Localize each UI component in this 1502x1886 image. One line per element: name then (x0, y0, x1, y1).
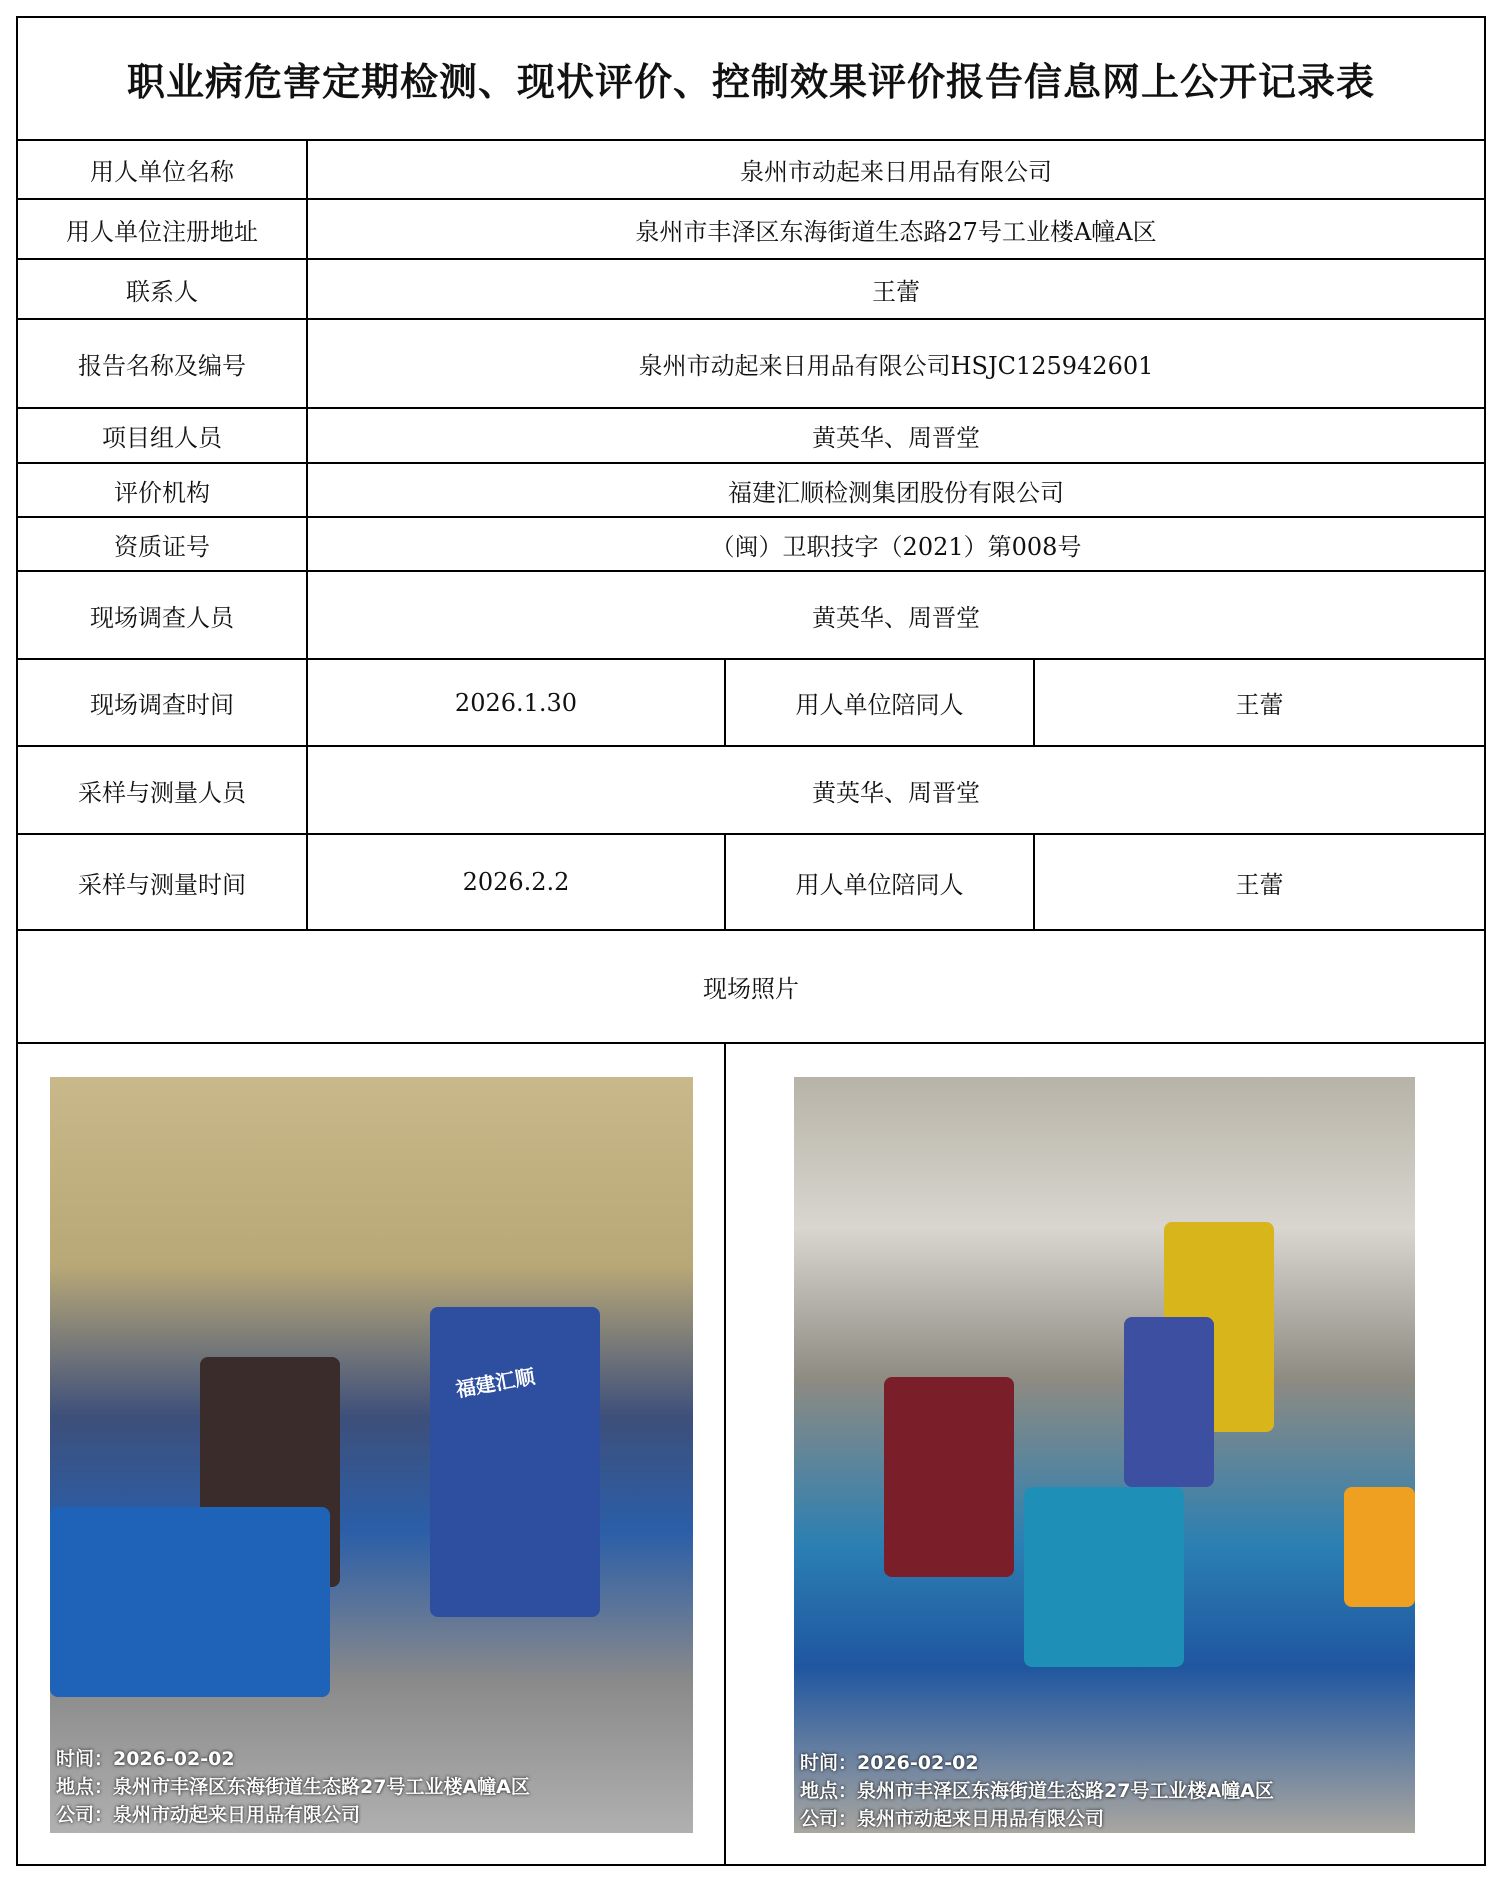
worker (1124, 1317, 1214, 1487)
crate (1024, 1487, 1184, 1667)
sampling-time: 2026.2.2 (307, 834, 725, 930)
sampling-escort: 王蕾 (1034, 834, 1485, 930)
address: 泉州市丰泽区东海街道生态路27号工业楼A幢A区 (307, 199, 1485, 259)
survey-staff: 黄英华、周晋堂 (307, 571, 1485, 659)
site-photo-2 (794, 1077, 1415, 1833)
survey-staff-label: 现场调查人员 (17, 571, 307, 659)
photo-watermark (800, 1749, 1274, 1833)
team-label: 项目组人员 (17, 408, 307, 463)
watermark-company: 公司：泉州市动起来日用品有限公司 (56, 1804, 361, 1826)
worker-seated (884, 1377, 1014, 1577)
page-title: 职业病危害定期检测、现状评价、控制效果评价报告信息网上公开记录表 (17, 17, 1485, 140)
orange-crate (1344, 1487, 1415, 1607)
survey-time-label: 现场调查时间 (17, 659, 307, 746)
photos-label: 现场照片 (17, 930, 1485, 1043)
report-label: 报告名称及编号 (17, 319, 307, 408)
sampling-staff-label: 采样与测量人员 (17, 746, 307, 834)
survey-escort-label: 用人单位陪同人 (725, 659, 1034, 746)
agency-label: 评价机构 (17, 463, 307, 517)
record-table (16, 16, 1486, 1866)
agency: 福建汇顺检测集团股份有限公司 (307, 463, 1485, 517)
photo-cell-left (17, 1043, 725, 1865)
sampling-staff: 黄英华、周晋堂 (307, 746, 1485, 834)
worker-vest (430, 1307, 600, 1617)
site-photo-1 (50, 1077, 693, 1833)
survey-escort: 王蕾 (1034, 659, 1485, 746)
contact: 王蕾 (307, 259, 1485, 319)
employer-name: 泉州市动起来日用品有限公司 (307, 140, 1485, 199)
watermark-place: 地点：泉州市丰泽区东海街道生态路27号工业楼A幢A区 (56, 1776, 530, 1798)
employer-name-label: 用人单位名称 (17, 140, 307, 199)
watermark-time: 时间：2026-02-02 (800, 1752, 979, 1774)
crate (50, 1507, 330, 1697)
cert-label: 资质证号 (17, 517, 307, 571)
cert: （闽）卫职技字（2021）第008号 (307, 517, 1485, 571)
address-label: 用人单位注册地址 (17, 199, 307, 259)
watermark-time: 时间：2026-02-02 (56, 1748, 235, 1770)
sampling-time-label: 采样与测量时间 (17, 834, 307, 930)
watermark-place: 地点：泉州市丰泽区东海街道生态路27号工业楼A幢A区 (800, 1780, 1274, 1802)
team: 黄英华、周晋堂 (307, 408, 1485, 463)
photo-watermark (56, 1745, 530, 1829)
watermark-company: 公司：泉州市动起来日用品有限公司 (800, 1808, 1105, 1830)
survey-time: 2026.1.30 (307, 659, 725, 746)
contact-label: 联系人 (17, 259, 307, 319)
photo-cell-right (725, 1043, 1485, 1865)
vest-logo: 福建汇顺 (453, 1364, 537, 1402)
report: 泉州市动起来日用品有限公司HSJC125942601 (307, 319, 1485, 408)
sampling-escort-label: 用人单位陪同人 (725, 834, 1034, 930)
